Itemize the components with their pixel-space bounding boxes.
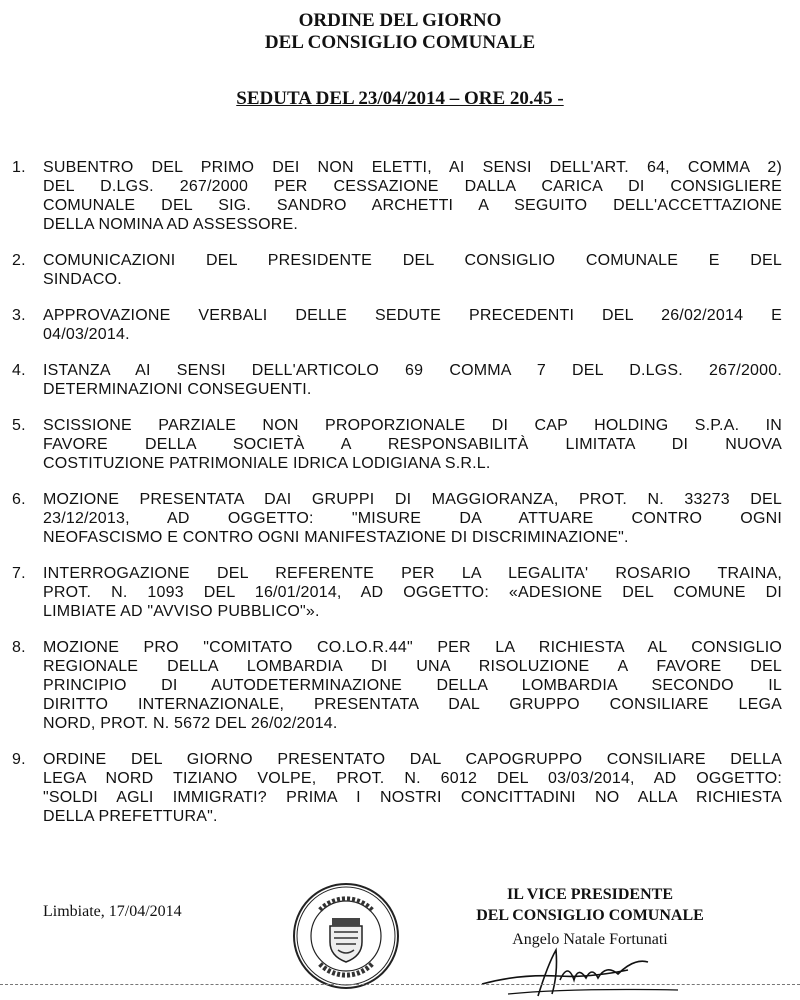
- agenda-item-number: 2.: [12, 252, 26, 269]
- agenda-item-text-line: DELLA NOMINA AD ASSESSORE.: [43, 216, 299, 233]
- agenda-item-text-line: MOZIONE PRO "COMITATO CO.LO.R.44" PER LA RICHIESTA AL CONSIGLIO: [43, 639, 782, 656]
- agenda-item-text-line: COMUNICAZIONI DEL PRESIDENTE DEL CONSIGLIO COMUNALE E DEL: [43, 252, 782, 269]
- agenda-item-number: 5.: [12, 417, 26, 434]
- agenda-item-text-line: "SOLDI AGLI IMMIGRATI? PRIMA I NOSTRI CONCITTADINI NO ALLA RICHIESTA: [43, 789, 782, 806]
- agenda-item: [0, 361, 800, 399]
- agenda-item-number: 3.: [12, 307, 26, 324]
- agenda-item-text-line: 04/03/2014.: [43, 326, 130, 343]
- agenda-item: [0, 251, 800, 289]
- agenda-item-number: 9.: [12, 751, 26, 768]
- agenda-item-text-line: COSTITUZIONE PATRIMONIALE IDRICA LODIGIANA S.R.L.: [43, 455, 491, 472]
- agenda-item: [0, 416, 800, 473]
- agenda-item-text-line: SUBENTRO DEL PRIMO DEI NON ELETTI, AI SENSI DELL'ART. 64, COMMA 2): [43, 159, 782, 176]
- agenda-item: [0, 638, 800, 733]
- agenda-item-number: 6.: [12, 491, 26, 508]
- agenda-item: [0, 564, 800, 621]
- agenda-item-text-line: MOZIONE PRESENTATA DAI GRUPPI DI MAGGIORANZA, PROT. N. 33273 DEL: [43, 491, 782, 508]
- agenda-item: [0, 158, 800, 234]
- agenda-item-number: 1.: [12, 159, 26, 176]
- agenda-list: [0, 158, 800, 843]
- agenda-item-text-line: SCISSIONE PARZIALE NON PROPORZIONALE DI CAP HOLDING S.P.A. IN: [43, 417, 782, 434]
- signatory-title: IL VICE PRESIDENTE: [507, 886, 673, 903]
- agenda-item-text-line: REGIONALE DELLA LOMBARDIA DI UNA RISOLUZIONE A FAVORE DEL: [43, 658, 782, 675]
- agenda-item-text-line: DETERMINAZIONI CONSEGUENTI.: [43, 381, 312, 398]
- session-date: SEDUTA DEL 23/04/2014 – ORE 20.45 -: [236, 88, 564, 109]
- agenda-item: [0, 750, 800, 826]
- agenda-item-text-line: DEL D.LGS. 267/2000 PER CESSAZIONE DALLA CARICA DI CONSIGLIERE: [43, 178, 782, 195]
- agenda-item-text-line: LEGA NORD TIZIANO VOLPE, PROT. N. 6012 DEL 03/03/2014, AD OGGETTO:: [43, 770, 782, 787]
- agenda-item-text-line: ISTANZA AI SENSI DELL'ARTICOLO 69 COMMA 7 DEL D.LGS. 267/2000.: [43, 362, 782, 379]
- agenda-item-number: 8.: [12, 639, 26, 656]
- agenda-item-text-line: NORD, PROT. N. 5672 DEL 26/02/2014.: [43, 715, 338, 732]
- document-title: ORDINE DEL GIORNO: [298, 10, 502, 31]
- signatory-council: DEL CONSIGLIO COMUNALE: [476, 907, 704, 924]
- signatory-name: Angelo Natale Fortunati: [512, 931, 668, 948]
- agenda-item-text-line: APPROVAZIONE VERBALI DELLE SEDUTE PRECEDENTI DEL 26/02/2014 E: [43, 307, 782, 324]
- agenda-item-text-line: PRINCIPIO DI AUTODETERMINAZIONE DELLA LOMBARDIA SECONDO IL: [43, 677, 782, 694]
- agenda-item-text-line: SINDACO.: [43, 271, 122, 288]
- agenda-item: [0, 490, 800, 547]
- agenda-item-text-line: COMUNALE DEL SIG. SANDRO ARCHETTI A SEGUITO DELL'ACCETTAZIONE: [43, 197, 782, 214]
- place-date: Limbiate, 17/04/2014: [43, 903, 182, 920]
- agenda-item-number: 7.: [12, 565, 26, 582]
- agenda-item-text-line: PROT. N. 1093 DEL 16/01/2014, AD OGGETTO: «ADESIONE DEL COMUNE DI: [43, 584, 782, 601]
- agenda-item-text-line: 23/12/2013, AD OGGETTO: "MISURE DA ATTUARE CONTRO OGNI: [43, 510, 782, 527]
- municipal-seal-icon: [290, 880, 402, 992]
- agenda-item-text-line: FAVORE DELLA SOCIETÀ A RESPONSABILITÀ LIMITATA DI NUOVA: [43, 436, 782, 453]
- agenda-item-text-line: DIRITTO INTERNAZIONALE, PRESENTATA DAL GRUPPO CONSILIARE LEGA: [43, 696, 782, 713]
- agenda-item-text-line: ORDINE DEL GIORNO PRESENTATO DAL CAPOGRUPPO CONSILIARE DELLA: [43, 751, 782, 768]
- document-subtitle: DEL CONSIGLIO COMUNALE: [264, 32, 536, 53]
- handwritten-signature-icon: [478, 944, 688, 1000]
- page-edge-divider: [0, 984, 800, 985]
- agenda-item-text-line: NEOFASCISMO E CONTRO OGNI MANIFESTAZIONE DI DISCRIMINAZIONE".: [43, 529, 629, 546]
- agenda-item-number: 4.: [12, 362, 26, 379]
- agenda-item-text-line: LIMBIATE AD "AVVISO PUBBLICO"».: [43, 603, 320, 620]
- agenda-item-text-line: INTERROGAZIONE DEL REFERENTE PER LA LEGALITA' ROSARIO TRAINA,: [43, 565, 782, 582]
- agenda-item-text-line: DELLA PREFETTURA".: [43, 808, 218, 825]
- agenda-item: [0, 306, 800, 344]
